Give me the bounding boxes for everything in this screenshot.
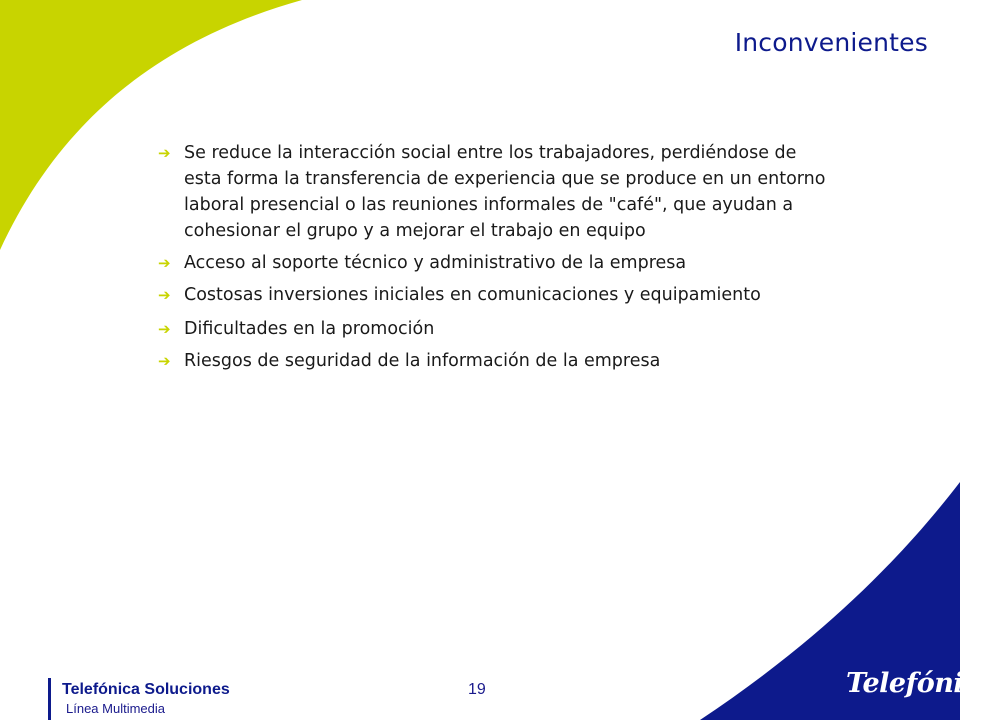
telefonica-logo: Telefónica xyxy=(846,668,996,699)
bullet-item xyxy=(158,316,838,342)
slide-title: Inconvenientes xyxy=(734,28,928,57)
bullet-text: Dificultades en la promoción xyxy=(184,319,435,339)
bullet-item xyxy=(158,140,838,244)
bullet-text: Acceso al soporte técnico y administrativo de la empresa xyxy=(184,253,687,273)
bullet-text: Costosas inversiones iniciales en comunicaciones y equipamiento xyxy=(184,285,761,305)
footer-divider xyxy=(48,678,51,720)
arrow-right-icon: ➔ xyxy=(158,320,171,338)
page-number: 19 xyxy=(468,681,486,698)
arrow-right-icon: ➔ xyxy=(158,352,171,370)
bullet-item xyxy=(158,348,838,374)
bullet-text: Se reduce la interacción social entre los trabajadores, perdiéndose de esta forma la transferencia de experiencia que se produce en un entorno laboral presencial o las reuniones informales de "café", que ayudan a cohesionar el grupo y a mejorar el trabajo en equipo xyxy=(184,143,826,241)
arrow-right-icon: ➔ xyxy=(158,144,171,162)
bullet-item xyxy=(158,282,838,308)
footer-company: Telefónica Soluciones xyxy=(62,681,230,698)
bullet-text: Riesgos de seguridad de la información de la empresa xyxy=(184,351,661,371)
bullet-item xyxy=(158,250,838,276)
bullet-list xyxy=(158,140,838,380)
footer-division: Línea Multimedia xyxy=(66,701,165,716)
arrow-right-icon: ➔ xyxy=(158,286,171,304)
arrow-right-icon: ➔ xyxy=(158,254,171,272)
